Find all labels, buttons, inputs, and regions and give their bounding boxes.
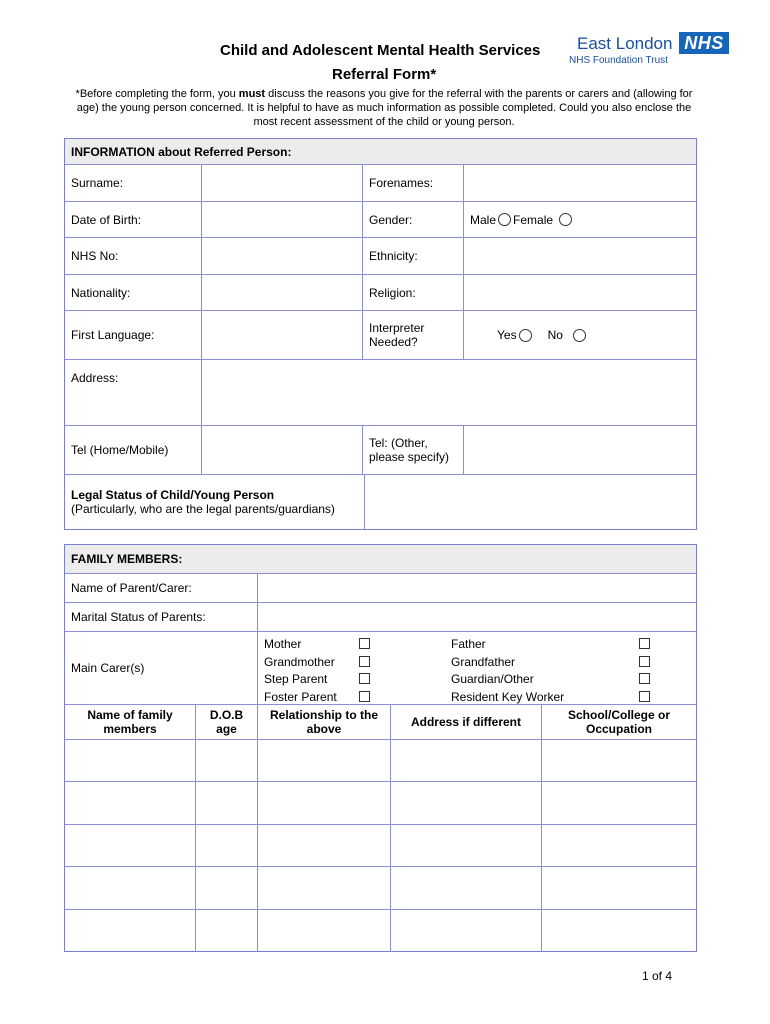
logo-trust: NHS Foundation Trust: [569, 55, 668, 66]
member-relationship-cell[interactable]: [258, 910, 391, 952]
col-header-rel-line2: above: [306, 722, 342, 736]
member-dob-cell[interactable]: [196, 740, 258, 782]
member-dob-cell[interactable]: [196, 825, 258, 867]
member-dob-cell[interactable]: [196, 910, 258, 952]
col-header-relationship: [258, 705, 391, 740]
col-header-name-line1: Name of family: [87, 708, 173, 722]
carer-grandmother-label: Grandmother: [264, 655, 335, 669]
no-radio[interactable]: [573, 329, 586, 342]
interpreter-label-line2: Needed?: [369, 335, 418, 349]
carer-grandfather-label: Grandfather: [451, 655, 516, 669]
col-header-address: Address if different: [391, 705, 542, 740]
page-number: 1 of 4: [642, 969, 673, 983]
carer-father-label: Father: [451, 637, 486, 651]
col-header-school-line1: School/College or: [567, 708, 670, 722]
nationality-label: Nationality:: [65, 275, 202, 311]
carer-step-parent-checkbox[interactable]: [359, 673, 370, 684]
carer-mother-checkbox[interactable]: [359, 638, 370, 649]
member-school-cell[interactable]: [542, 910, 696, 952]
carer-foster-parent-label: Foster Parent: [264, 690, 337, 704]
col-header-name-line2: members: [103, 722, 157, 736]
carer-grandfather-checkbox[interactable]: [639, 656, 650, 667]
surname-label: Surname:: [65, 165, 202, 202]
male-label: Male: [470, 212, 497, 227]
female-radio[interactable]: [559, 213, 572, 226]
forenames-field[interactable]: [464, 165, 696, 202]
no-label: No: [547, 328, 563, 342]
member-name-cell[interactable]: [65, 740, 196, 782]
col-header-school-line2: Occupation: [585, 722, 652, 736]
interpreter-label: [363, 311, 464, 360]
forenames-label: Forenames:: [363, 165, 464, 202]
interpreter-label-line1: Interpreter: [369, 321, 425, 335]
male-radio[interactable]: [498, 213, 511, 226]
col-header-name: [65, 705, 196, 740]
tel-other-line2: please specify): [369, 450, 450, 464]
carer-key-worker-label: Resident Key Worker: [451, 690, 565, 704]
logo-name: East London: [577, 34, 673, 53]
member-name-cell[interactable]: [65, 782, 196, 824]
marital-status-label: Marital Status of Parents:: [65, 603, 258, 632]
family-section: [64, 544, 697, 952]
legal-status-note: (Particularly, who are the legal parents/guardians): [71, 502, 335, 516]
parent-name-field[interactable]: [258, 574, 696, 603]
member-school-cell[interactable]: [542, 782, 696, 824]
carer-grandmother-checkbox[interactable]: [359, 656, 370, 667]
marital-status-field[interactable]: [258, 603, 696, 632]
ethnicity-field[interactable]: [464, 238, 696, 275]
carer-father-checkbox[interactable]: [639, 638, 650, 649]
carer-mother-label: Mother: [264, 637, 302, 651]
religion-field[interactable]: [464, 275, 696, 311]
first-language-label: First Language:: [65, 311, 202, 360]
family-heading: FAMILY MEMBERS:: [65, 545, 696, 574]
member-school-cell[interactable]: [542, 867, 696, 909]
nationality-field[interactable]: [202, 275, 363, 311]
yes-label: Yes: [497, 328, 517, 342]
col-header-school: [542, 705, 696, 740]
parent-name-label: Name of Parent/Carer:: [65, 574, 258, 603]
tel-other-line1: Tel: (Other,: [369, 436, 428, 450]
carer-guardian-label: Guardian/Other: [451, 672, 534, 686]
intro-part2: discuss the reasons you give for the referral with the parents or carers and (allowing for age) the young person concerned. It is helpful to have as much information as possible completed. Could you also enclose the most recent assessment of the child or young person.: [76, 88, 693, 128]
dob-label: Date of Birth:: [65, 202, 202, 238]
info-heading: INFORMATION about Referred Person:: [65, 139, 696, 165]
nhs-logo: NHS: [679, 32, 729, 54]
carer-key-worker-checkbox[interactable]: [639, 691, 650, 702]
member-name-cell[interactable]: [65, 867, 196, 909]
main-carer-label: Main Carer(s): [65, 632, 258, 705]
carer-foster-parent-checkbox[interactable]: [359, 691, 370, 702]
female-label: Female: [513, 212, 554, 227]
surname-field[interactable]: [202, 165, 363, 202]
intro-emphasis: must: [238, 88, 266, 100]
member-school-cell[interactable]: [542, 825, 696, 867]
member-name-cell[interactable]: [65, 825, 196, 867]
member-address-cell[interactable]: [391, 782, 542, 824]
member-relationship-cell[interactable]: [258, 825, 391, 867]
tel-home-field[interactable]: [202, 426, 363, 475]
member-dob-cell[interactable]: [196, 782, 258, 824]
legal-status-label: [65, 475, 365, 529]
member-school-cell[interactable]: [542, 740, 696, 782]
address-field[interactable]: [202, 360, 696, 426]
tel-home-label: Tel (Home/Mobile): [65, 426, 202, 475]
info-section: [64, 138, 697, 530]
carer-guardian-checkbox[interactable]: [639, 673, 650, 684]
religion-label: Religion:: [363, 275, 464, 311]
col-header-dob-line1: D.O.B: [209, 708, 244, 722]
member-address-cell[interactable]: [391, 910, 542, 952]
member-relationship-cell[interactable]: [258, 740, 391, 782]
col-header-rel-line1: Relationship to the: [270, 708, 378, 722]
form-title: Child and Adolescent Mental Health Services: [220, 42, 541, 59]
dob-field[interactable]: [202, 202, 363, 238]
member-dob-cell[interactable]: [196, 867, 258, 909]
nhs-no-label: NHS No:: [65, 238, 202, 275]
col-header-dob-line2: age: [216, 722, 237, 736]
member-relationship-cell[interactable]: [258, 867, 391, 909]
address-label: Address:: [65, 360, 202, 426]
carer-step-parent-label: Step Parent: [264, 672, 328, 686]
yes-radio[interactable]: [519, 329, 532, 342]
member-address-cell[interactable]: [391, 867, 542, 909]
legal-status-field[interactable]: [365, 475, 696, 529]
member-address-cell[interactable]: [391, 740, 542, 782]
first-language-field[interactable]: [202, 311, 363, 360]
gender-label: Gender:: [363, 202, 464, 238]
gender-options: [464, 202, 696, 238]
form-subtitle: Referral Form*: [332, 66, 437, 83]
intro-part1: *Before completing the form, you: [75, 88, 239, 100]
ethnicity-label: Ethnicity:: [363, 238, 464, 275]
legal-status-title: Legal Status of Child/Young Person: [71, 488, 275, 502]
tel-other-field[interactable]: [464, 426, 696, 475]
member-relationship-cell[interactable]: [258, 782, 391, 824]
col-header-dob: [196, 705, 258, 740]
interpreter-options: [464, 311, 696, 360]
member-address-cell[interactable]: [391, 825, 542, 867]
intro-text: [64, 87, 704, 129]
member-name-cell[interactable]: [65, 910, 196, 952]
nhs-no-field[interactable]: [202, 238, 363, 275]
tel-other-label: [363, 426, 464, 475]
